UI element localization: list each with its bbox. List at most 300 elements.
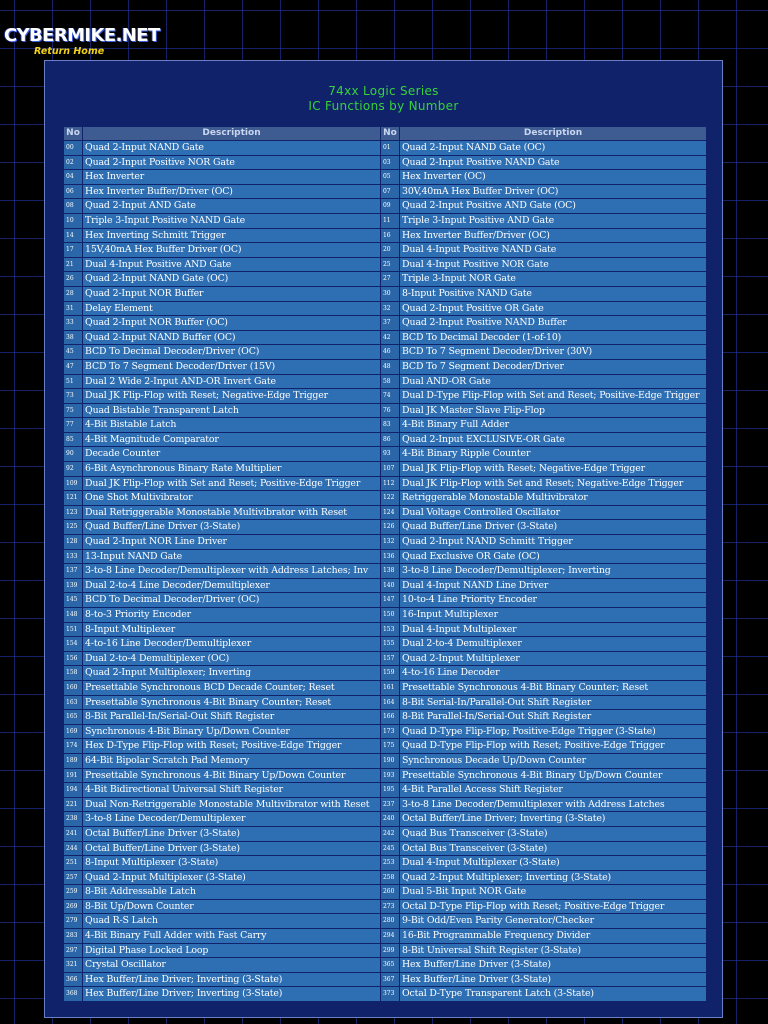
- table-row: [64, 608, 706, 622]
- ic-number-cell: 279: [64, 914, 82, 928]
- ic-description-link[interactable]: Quad 2-Input Positive NAND Buffer: [400, 316, 706, 330]
- return-home-link[interactable]: Return Home: [34, 46, 105, 57]
- ic-description-link[interactable]: Dual 4-Input Positive NOR Gate: [400, 258, 706, 272]
- ic-number-cell: 139: [64, 579, 82, 593]
- table-row: [64, 958, 706, 972]
- ic-description-link[interactable]: Quad Bus Transceiver (3-State): [400, 827, 706, 841]
- ic-number-cell: 193: [381, 769, 399, 783]
- ic-description-link[interactable]: Dual 4-Input Multiplexer (3-State): [400, 856, 706, 870]
- ic-description-link[interactable]: BCD To 7 Segment Decoder/Driver (30V): [400, 345, 706, 359]
- table-row: [64, 199, 706, 213]
- ic-number-cell: 133: [64, 550, 82, 564]
- ic-number-cell: 148: [64, 608, 82, 622]
- ic-description-link[interactable]: Quad 2-Input NOR Buffer (OC): [83, 316, 380, 330]
- ic-description-link[interactable]: Presettable Synchronous BCD Decade Counter; Reset: [83, 681, 380, 695]
- ic-number-cell: 242: [381, 827, 399, 841]
- ic-description-link[interactable]: Quad R-S Latch: [83, 914, 380, 928]
- table-row: [64, 287, 706, 301]
- ic-description-link[interactable]: Triple 3-Input NOR Gate: [400, 272, 706, 286]
- ic-description-link[interactable]: Dual Non-Retriggerable Monostable Multivibrator with Reset: [83, 798, 380, 812]
- ic-description-link[interactable]: Decade Counter: [83, 447, 380, 461]
- ic-description-link[interactable]: 4-to-16 Line Decoder/Demultiplexer: [83, 637, 380, 651]
- table-row: [64, 229, 706, 243]
- ic-description-link[interactable]: Dual 2-to-4 Demultiplexer (OC): [83, 652, 380, 666]
- ic-number-cell: 366: [64, 973, 82, 987]
- table-row: [64, 652, 706, 666]
- ic-number-cell: 90: [64, 447, 82, 461]
- table-row: [64, 856, 706, 870]
- site-title: CYBERMIKE.NET: [4, 25, 160, 46]
- ic-description-link[interactable]: Triple 3-Input Positive AND Gate: [400, 214, 706, 228]
- ic-number-cell: 365: [381, 958, 399, 972]
- ic-description-link[interactable]: 8-Bit Addressable Latch: [83, 885, 380, 899]
- table-row: [64, 418, 706, 432]
- ic-description-link[interactable]: Quad 2-Input NAND Gate (OC): [83, 272, 380, 286]
- ic-number-cell: 132: [381, 535, 399, 549]
- table-row: [64, 156, 706, 170]
- ic-description-link[interactable]: Delay Element: [83, 302, 380, 316]
- ic-description-link[interactable]: 16-Bit Programmable Frequency Divider: [400, 929, 706, 943]
- ic-number-cell: 245: [381, 842, 399, 856]
- ic-description-link[interactable]: 8-Input Positive NAND Gate: [400, 287, 706, 301]
- table-row: [64, 914, 706, 928]
- ic-description-link[interactable]: Presettable Synchronous 4-Bit Binary Up/Down Counter: [400, 769, 706, 783]
- ic-description-link[interactable]: Octal Bus Transceiver (3-State): [400, 842, 706, 856]
- ic-description-link[interactable]: 4-Bit Binary Full Adder: [400, 418, 706, 432]
- ic-number-cell: 02: [64, 156, 82, 170]
- ic-number-cell: 73: [64, 389, 82, 403]
- ic-number-cell: 26: [64, 272, 82, 286]
- ic-description-link[interactable]: 8-to-3 Priority Encoder: [83, 608, 380, 622]
- ic-description-link[interactable]: Quad 2-Input NAND Gate (OC): [400, 141, 706, 155]
- table-row: [64, 885, 706, 899]
- ic-number-cell: 48: [381, 360, 399, 374]
- ic-description-link[interactable]: BCD To 7 Segment Decoder/Driver (15V): [83, 360, 380, 374]
- ic-description-link[interactable]: Dual 2-to-4 Demultiplexer: [400, 637, 706, 651]
- table-row: [64, 477, 706, 491]
- ic-number-cell: 260: [381, 885, 399, 899]
- ic-number-cell: 154: [64, 637, 82, 651]
- ic-number-cell: 269: [64, 900, 82, 914]
- ic-number-cell: 163: [64, 696, 82, 710]
- ic-number-cell: 299: [381, 944, 399, 958]
- column-header-description: Description: [83, 127, 380, 140]
- table-row: [64, 404, 706, 418]
- ic-description-link[interactable]: Octal Buffer/Line Driver (3-State): [83, 842, 380, 856]
- ic-number-cell: 147: [381, 593, 399, 607]
- ic-number-cell: 30: [381, 287, 399, 301]
- ic-number-cell: 280: [381, 914, 399, 928]
- ic-description-link[interactable]: Quad 2-Input Positive AND Gate (OC): [400, 199, 706, 213]
- ic-number-cell: 156: [64, 652, 82, 666]
- ic-number-cell: 151: [64, 623, 82, 637]
- ic-number-cell: 297: [64, 944, 82, 958]
- ic-number-cell: 85: [64, 433, 82, 447]
- ic-description-link[interactable]: BCD To Decimal Decoder/Driver (OC): [83, 593, 380, 607]
- ic-description-link[interactable]: Hex Buffer/Line Driver; Inverting (3-State): [83, 987, 380, 1001]
- ic-description-link[interactable]: Hex Inverter (OC): [400, 170, 706, 184]
- ic-number-cell: 14: [64, 229, 82, 243]
- ic-description-link[interactable]: 4-Bit Binary Ripple Counter: [400, 447, 706, 461]
- ic-number-cell: 191: [64, 769, 82, 783]
- ic-description-link[interactable]: Presettable Synchronous 4-Bit Binary Counter; Reset: [83, 696, 380, 710]
- ic-number-cell: 138: [381, 564, 399, 578]
- table-row: [64, 827, 706, 841]
- table-row: [64, 535, 706, 549]
- ic-number-cell: 20: [381, 243, 399, 257]
- ic-number-cell: 194: [64, 783, 82, 797]
- ic-number-cell: 368: [64, 987, 82, 1001]
- ic-number-cell: 42: [381, 331, 399, 345]
- ic-number-cell: 174: [64, 739, 82, 753]
- ic-description-link[interactable]: 4-Bit Bistable Latch: [83, 418, 380, 432]
- table-row: [64, 272, 706, 286]
- ic-description-link[interactable]: Quad D-Type Flip-Flop with Reset; Positive-Edge Trigger: [400, 739, 706, 753]
- ic-description-link[interactable]: 4-Bit Binary Full Adder with Fast Carry: [83, 929, 380, 943]
- ic-number-cell: 190: [381, 754, 399, 768]
- table-row: [64, 798, 706, 812]
- ic-number-cell: 283: [64, 929, 82, 943]
- table-row: [64, 696, 706, 710]
- table-row: [64, 389, 706, 403]
- ic-description-link[interactable]: One Shot Multivibrator: [83, 491, 380, 505]
- ic-number-cell: 153: [381, 623, 399, 637]
- ic-description-link[interactable]: 13-Input NAND Gate: [83, 550, 380, 564]
- column-header-no: No: [381, 127, 399, 140]
- ic-number-cell: 259: [64, 885, 82, 899]
- ic-number-cell: 77: [64, 418, 82, 432]
- ic-description-link[interactable]: Quad 2-Input AND Gate: [83, 199, 380, 213]
- ic-number-cell: 121: [64, 491, 82, 505]
- ic-number-cell: 83: [381, 418, 399, 432]
- ic-number-cell: 244: [64, 842, 82, 856]
- ic-description-link[interactable]: Hex Inverter: [83, 170, 380, 184]
- table-row: [64, 973, 706, 987]
- ic-description-link[interactable]: Synchronous 4-Bit Binary Up/Down Counter: [83, 725, 380, 739]
- ic-description-link[interactable]: 8-Bit Parallel-In/Serial-Out Shift Register: [400, 710, 706, 724]
- table-row: [64, 987, 706, 1001]
- ic-description-link[interactable]: Synchronous Decade Up/Down Counter: [400, 754, 706, 768]
- ic-description-link[interactable]: 3-to-8 Line Decoder/Demultiplexer; Inverting: [400, 564, 706, 578]
- ic-number-cell: 123: [64, 506, 82, 520]
- ic-description-link[interactable]: 15V,40mA Hex Buffer Driver (OC): [83, 243, 380, 257]
- ic-number-cell: 51: [64, 375, 82, 389]
- ic-description-link[interactable]: Dual 2 Wide 2-Input AND-OR Invert Gate: [83, 375, 380, 389]
- ic-description-link[interactable]: Digital Phase Locked Loop: [83, 944, 380, 958]
- ic-number-cell: 04: [64, 170, 82, 184]
- ic-number-cell: 125: [64, 520, 82, 534]
- ic-description-link[interactable]: Quad 2-Input Positive NOR Gate: [83, 156, 380, 170]
- ic-number-cell: 195: [381, 783, 399, 797]
- ic-number-cell: 164: [381, 696, 399, 710]
- ic-description-link[interactable]: 9-Bit Odd/Even Parity Generator/Checker: [400, 914, 706, 928]
- ic-number-cell: 28: [64, 287, 82, 301]
- ic-description-link[interactable]: Hex Buffer/Line Driver (3-State): [400, 973, 706, 987]
- table-row: [64, 447, 706, 461]
- ic-description-link[interactable]: 6-Bit Asynchronous Binary Rate Multiplier: [83, 462, 380, 476]
- ic-number-cell: 122: [381, 491, 399, 505]
- column-header-no: No: [64, 127, 82, 140]
- ic-description-link[interactable]: Hex Buffer/Line Driver (3-State): [400, 958, 706, 972]
- ic-number-cell: 273: [381, 900, 399, 914]
- table-row: [64, 170, 706, 184]
- ic-description-link[interactable]: 3-to-8 Line Decoder/Demultiplexer: [83, 812, 380, 826]
- table-row: [64, 316, 706, 330]
- table-row: [64, 812, 706, 826]
- table-row: [64, 520, 706, 534]
- ic-number-cell: 253: [381, 856, 399, 870]
- table-row: [64, 141, 706, 155]
- ic-description-link[interactable]: 8-Bit Serial-In/Parallel-Out Shift Register: [400, 696, 706, 710]
- ic-number-cell: 74: [381, 389, 399, 403]
- ic-number-cell: 11: [381, 214, 399, 228]
- ic-description-link[interactable]: Quad 2-Input NAND Gate: [83, 141, 380, 155]
- ic-description-link[interactable]: Dual 4-Input Positive NAND Gate: [400, 243, 706, 257]
- table-row: [64, 769, 706, 783]
- table-row: [64, 593, 706, 607]
- ic-number-cell: 157: [381, 652, 399, 666]
- ic-description-link[interactable]: Quad 2-Input Multiplexer; Inverting (3-State): [400, 871, 706, 885]
- ic-description-link[interactable]: Quad 2-Input Positive OR Gate: [400, 302, 706, 316]
- ic-description-link[interactable]: 64-Bit Bipolar Scratch Pad Memory: [83, 754, 380, 768]
- ic-number-cell: 258: [381, 871, 399, 885]
- ic-description-link[interactable]: Dual JK Master Slave Flip-Flop: [400, 404, 706, 418]
- ic-number-cell: 16: [381, 229, 399, 243]
- ic-description-link[interactable]: Quad 2-Input NOR Line Driver: [83, 535, 380, 549]
- table-row: [64, 491, 706, 505]
- ic-description-link[interactable]: Quad 2-Input Multiplexer (3-State): [83, 871, 380, 885]
- ic-number-cell: 140: [381, 579, 399, 593]
- ic-description-link[interactable]: 8-Input Multiplexer (3-State): [83, 856, 380, 870]
- ic-number-cell: 75: [64, 404, 82, 418]
- table-row: [64, 214, 706, 228]
- ic-number-cell: 169: [64, 725, 82, 739]
- ic-description-link[interactable]: Quad 2-Input Multiplexer; Inverting: [83, 666, 380, 680]
- ic-description-link[interactable]: 4-Bit Bidirectional Universal Shift Register: [83, 783, 380, 797]
- table-row: [64, 462, 706, 476]
- ic-number-cell: 33: [64, 316, 82, 330]
- ic-number-cell: 161: [381, 681, 399, 695]
- ic-description-link[interactable]: Hex Inverter Buffer/Driver (OC): [83, 185, 380, 199]
- ic-number-cell: 145: [64, 593, 82, 607]
- table-row: [64, 345, 706, 359]
- ic-number-cell: 175: [381, 739, 399, 753]
- site-logo[interactable]: [4, 25, 160, 58]
- ic-number-cell: 25: [381, 258, 399, 272]
- ic-number-cell: 237: [381, 798, 399, 812]
- ic-number-cell: 32: [381, 302, 399, 316]
- ic-description-link[interactable]: Octal D-Type Transparent Latch (3-State): [400, 987, 706, 1001]
- ic-description-link[interactable]: Quad Buffer/Line Driver (3-State): [400, 520, 706, 534]
- ic-description-link[interactable]: BCD To Decimal Decoder (1-of-10): [400, 331, 706, 345]
- ic-number-cell: 107: [381, 462, 399, 476]
- table-row: [64, 579, 706, 593]
- ic-description-link[interactable]: Quad 2-Input NAND Buffer (OC): [83, 331, 380, 345]
- ic-number-cell: 238: [64, 812, 82, 826]
- ic-number-cell: 10: [64, 214, 82, 228]
- ic-description-link[interactable]: Octal D-Type Flip-Flop with Reset; Positive-Edge Trigger: [400, 900, 706, 914]
- ic-number-cell: 241: [64, 827, 82, 841]
- ic-number-cell: 06: [64, 185, 82, 199]
- ic-description-link[interactable]: Dual 4-Input Multiplexer: [400, 623, 706, 637]
- table-row: [64, 783, 706, 797]
- ic-description-link[interactable]: Dual 4-Input Positive AND Gate: [83, 258, 380, 272]
- ic-number-cell: 08: [64, 199, 82, 213]
- ic-number-cell: 173: [381, 725, 399, 739]
- ic-number-cell: 76: [381, 404, 399, 418]
- ic-description-link[interactable]: Triple 3-Input Positive NAND Gate: [83, 214, 380, 228]
- page-heading: [45, 84, 722, 114]
- ic-number-cell: 294: [381, 929, 399, 943]
- table-row: [64, 681, 706, 695]
- ic-number-cell: 155: [381, 637, 399, 651]
- ic-description-link[interactable]: Dual AND-OR Gate: [400, 375, 706, 389]
- ic-description-link[interactable]: Dual D-Type Flip-Flop with Set and Reset; Positive-Edge Trigger: [400, 389, 706, 403]
- table-row: [64, 871, 706, 885]
- ic-description-link[interactable]: Dual JK Flip-Flop with Reset; Negative-Edge Trigger: [400, 462, 706, 476]
- ic-number-cell: 137: [64, 564, 82, 578]
- ic-description-link[interactable]: 3-to-8 Line Decoder/Demultiplexer with Address Latches; Inv: [83, 564, 380, 578]
- column-header-description: Description: [400, 127, 706, 140]
- table-row: [64, 725, 706, 739]
- table-row: [64, 258, 706, 272]
- table-row: [64, 331, 706, 345]
- ic-description-link[interactable]: Quad 2-Input NAND Schmitt Trigger: [400, 535, 706, 549]
- ic-description-link[interactable]: Dual JK Flip-Flop with Reset; Negative-Edge Trigger: [83, 389, 380, 403]
- table-row: [64, 375, 706, 389]
- ic-description-link[interactable]: Dual JK Flip-Flop with Set and Reset; Positive-Edge Trigger: [83, 477, 380, 491]
- ic-number-cell: 221: [64, 798, 82, 812]
- table-row: [64, 754, 706, 768]
- ic-number-cell: 166: [381, 710, 399, 724]
- ic-description-link[interactable]: Hex D-Type Flip-Flop with Reset; Positive-Edge Trigger: [83, 739, 380, 753]
- ic-number-cell: 00: [64, 141, 82, 155]
- ic-number-cell: 251: [64, 856, 82, 870]
- ic-number-cell: 373: [381, 987, 399, 1001]
- table-row: [64, 506, 706, 520]
- ic-description-link[interactable]: 30V,40mA Hex Buffer Driver (OC): [400, 185, 706, 199]
- ic-description-link[interactable]: 8-Bit Up/Down Counter: [83, 900, 380, 914]
- ic-number-cell: 37: [381, 316, 399, 330]
- ic-number-cell: 07: [381, 185, 399, 199]
- ic-description-link[interactable]: Crystal Oscillator: [83, 958, 380, 972]
- ic-description-link[interactable]: BCD To 7 Segment Decoder/Driver: [400, 360, 706, 374]
- table-body: [64, 141, 706, 1001]
- page-title: 74xx Logic Series: [328, 84, 439, 98]
- table-row: [64, 944, 706, 958]
- ic-description-link[interactable]: Dual Retriggerable Monostable Multivibrator with Reset: [83, 506, 380, 520]
- table-row: [64, 739, 706, 753]
- ic-description-link[interactable]: Quad 2-Input Multiplexer: [400, 652, 706, 666]
- ic-description-link[interactable]: Quad Bistable Transparent Latch: [83, 404, 380, 418]
- ic-description-link[interactable]: Octal Buffer/Line Driver (3-State): [83, 827, 380, 841]
- ic-description-link[interactable]: Quad 2-Input NOR Buffer: [83, 287, 380, 301]
- table-row: [64, 433, 706, 447]
- ic-description-link[interactable]: Dual JK Flip-Flop with Set and Reset; Negative-Edge Trigger: [400, 477, 706, 491]
- ic-description-link[interactable]: 4-Bit Magnitude Comparator: [83, 433, 380, 447]
- ic-number-cell: 240: [381, 812, 399, 826]
- table-row: [64, 666, 706, 680]
- ic-description-link[interactable]: 10-to-4 Line Priority Encoder: [400, 593, 706, 607]
- ic-description-link[interactable]: Quad 2-Input Positive NAND Gate: [400, 156, 706, 170]
- table-row: [64, 842, 706, 856]
- ic-description-link[interactable]: Presettable Synchronous 4-Bit Binary Counter; Reset: [400, 681, 706, 695]
- ic-description-link[interactable]: Hex Buffer/Line Driver; Inverting (3-State): [83, 973, 380, 987]
- ic-description-link[interactable]: 4-Bit Parallel Access Shift Register: [400, 783, 706, 797]
- ic-number-cell: 109: [64, 477, 82, 491]
- ic-description-link[interactable]: Quad Exclusive OR Gate (OC): [400, 550, 706, 564]
- ic-number-cell: 46: [381, 345, 399, 359]
- ic-number-cell: 321: [64, 958, 82, 972]
- ic-description-link[interactable]: Presettable Synchronous 4-Bit Binary Up/Down Counter: [83, 769, 380, 783]
- table-row: [64, 302, 706, 316]
- ic-number-cell: 150: [381, 608, 399, 622]
- ic-number-cell: 159: [381, 666, 399, 680]
- ic-number-cell: 47: [64, 360, 82, 374]
- ic-number-cell: 21: [64, 258, 82, 272]
- ic-number-cell: 01: [381, 141, 399, 155]
- table-header-row: [64, 127, 706, 140]
- ic-description-link[interactable]: Dual 4-Input NAND Line Driver: [400, 579, 706, 593]
- ic-number-cell: 86: [381, 433, 399, 447]
- ic-number-cell: 367: [381, 973, 399, 987]
- table-row: [64, 929, 706, 943]
- ic-description-link[interactable]: Quad D-Type Flip-Flop; Positive-Edge Trigger (3-State): [400, 725, 706, 739]
- ic-number-cell: 27: [381, 272, 399, 286]
- ic-description-link[interactable]: Dual 2-to-4 Line Decoder/Demultiplexer: [83, 579, 380, 593]
- ic-description-link[interactable]: 8-Input Multiplexer: [83, 623, 380, 637]
- ic-number-cell: 124: [381, 506, 399, 520]
- ic-number-cell: 17: [64, 243, 82, 257]
- ic-description-link[interactable]: Octal Buffer/Line Driver; Inverting (3-State): [400, 812, 706, 826]
- ic-number-cell: 158: [64, 666, 82, 680]
- ic-description-link[interactable]: Quad Buffer/Line Driver (3-State): [83, 520, 380, 534]
- table-row: [64, 564, 706, 578]
- ic-description-link[interactable]: 16-Input Multiplexer: [400, 608, 706, 622]
- ic-description-link[interactable]: BCD To Decimal Decoder/Driver (OC): [83, 345, 380, 359]
- ic-functions-table: [63, 126, 707, 1002]
- ic-number-cell: 136: [381, 550, 399, 564]
- ic-description-link[interactable]: Dual Voltage Controlled Oscillator: [400, 506, 706, 520]
- ic-description-link[interactable]: Retriggerable Monostable Multivibrator: [400, 491, 706, 505]
- table-row: [64, 637, 706, 651]
- ic-description-link[interactable]: 4-to-16 Line Decoder: [400, 666, 706, 680]
- ic-description-link[interactable]: 8-Bit Parallel-In/Serial-Out Shift Register: [83, 710, 380, 724]
- ic-number-cell: 09: [381, 199, 399, 213]
- ic-number-cell: 93: [381, 447, 399, 461]
- ic-number-cell: 165: [64, 710, 82, 724]
- ic-number-cell: 03: [381, 156, 399, 170]
- table-row: [64, 623, 706, 637]
- ic-number-cell: 58: [381, 375, 399, 389]
- ic-number-cell: 126: [381, 520, 399, 534]
- ic-number-cell: 31: [64, 302, 82, 316]
- ic-description-link[interactable]: Hex Inverter Buffer/Driver (OC): [400, 229, 706, 243]
- ic-number-cell: 05: [381, 170, 399, 184]
- table-row: [64, 360, 706, 374]
- ic-description-link[interactable]: 8-Bit Universal Shift Register (3-State): [400, 944, 706, 958]
- table-row: [64, 550, 706, 564]
- ic-number-cell: 38: [64, 331, 82, 345]
- table-row: [64, 243, 706, 257]
- ic-description-link[interactable]: Dual 5-Bit Input NOR Gate: [400, 885, 706, 899]
- ic-description-link[interactable]: 3-to-8 Line Decoder/Demultiplexer with Address Latches: [400, 798, 706, 812]
- ic-description-link[interactable]: Quad 2-Input EXCLUSIVE-OR Gate: [400, 433, 706, 447]
- ic-number-cell: 257: [64, 871, 82, 885]
- ic-description-link[interactable]: Hex Inverting Schmitt Trigger: [83, 229, 380, 243]
- content-panel: [44, 60, 723, 1018]
- ic-number-cell: 160: [64, 681, 82, 695]
